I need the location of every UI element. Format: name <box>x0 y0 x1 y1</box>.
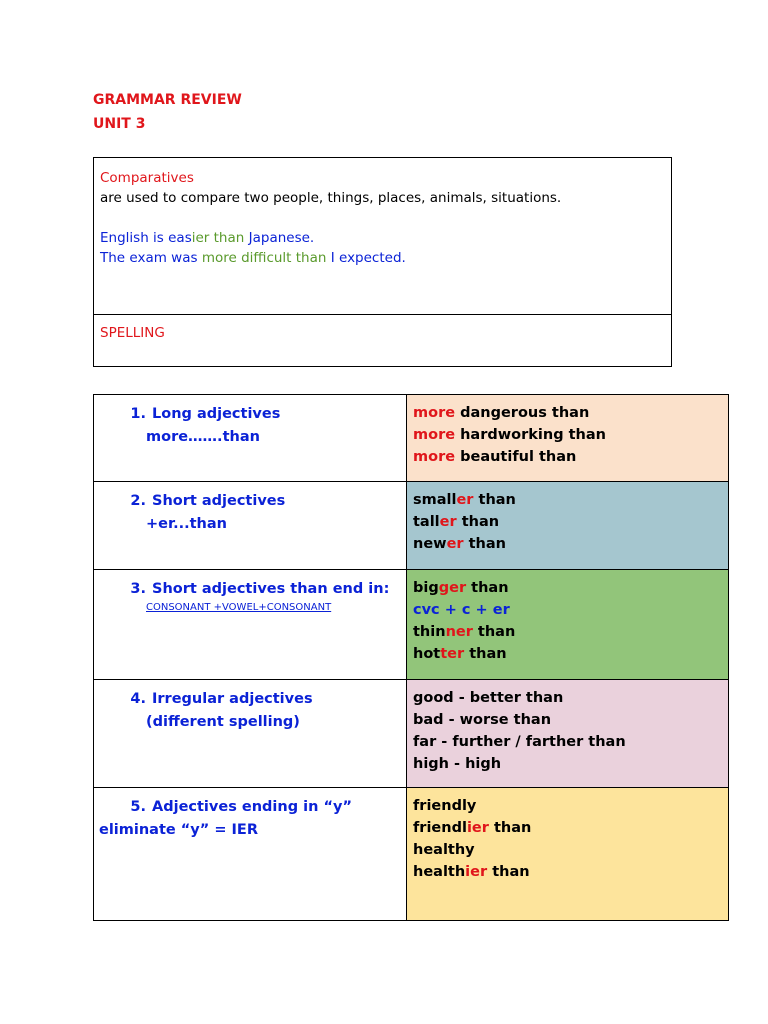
example-item: taller than <box>413 514 500 530</box>
example-item: bigger than <box>413 580 509 596</box>
rule-row <box>94 788 729 921</box>
document-header <box>93 88 242 136</box>
rule-number: 4. <box>130 691 146 707</box>
rule-title: Short adjectives <box>152 493 286 509</box>
rule-number: 2. <box>130 493 146 509</box>
rule-examples <box>407 395 729 482</box>
rule-title: Adjectives ending in “y” <box>152 799 352 815</box>
example-item: smaller than <box>413 492 516 508</box>
rule-examples <box>407 680 729 788</box>
comparatives-definition: are used to compare two people, things, places, animals, situations. <box>100 190 562 206</box>
cvc-formula: cvc + c + er <box>413 602 510 618</box>
rule-row <box>94 680 729 788</box>
rule-subtitle: +er...than <box>146 515 227 532</box>
spelling-label: SPELLING <box>100 325 165 341</box>
rule-row <box>94 395 729 482</box>
rule-description <box>94 680 407 788</box>
example-sentence-2 <box>100 248 665 268</box>
example-item: newer than <box>413 536 506 552</box>
rule-examples <box>407 788 729 921</box>
example-item: more beautiful than <box>413 449 577 465</box>
example-item: high - high <box>413 756 502 772</box>
rule-subtitle: (different spelling) <box>146 713 300 730</box>
spelling-section <box>94 315 671 366</box>
rule-row <box>94 570 729 680</box>
comparatives-definition-section <box>94 158 671 315</box>
rule-examples <box>407 482 729 570</box>
example-item: more hardworking than <box>413 427 606 443</box>
header-title: GRAMMAR REVIEW <box>93 92 242 108</box>
rule-subtitle: more…….than <box>146 428 260 445</box>
example-2-end: I expected. <box>326 250 406 266</box>
example-1-suffix: ier <box>191 230 210 246</box>
example-item: bad - worse than <box>413 712 552 728</box>
example-item: more dangerous than <box>413 405 590 421</box>
example-2-part: The exam was <box>100 250 202 266</box>
comparatives-rules-table <box>93 394 729 921</box>
example-1-than: than <box>209 230 245 246</box>
example-item: healthier than <box>413 864 530 880</box>
rule-description <box>94 788 407 921</box>
comparatives-box <box>93 157 672 367</box>
rule-title: Short adjectives than end in: <box>152 581 390 597</box>
example-item: hotter than <box>413 646 507 662</box>
example-item: friendly <box>413 798 477 814</box>
header-unit: UNIT 3 <box>93 116 146 132</box>
example-1-part: English is eas <box>100 230 192 246</box>
rule-number: 5. <box>130 799 146 815</box>
rule-description <box>94 482 407 570</box>
rule-number: 1. <box>130 406 146 422</box>
example-2-comparative: more difficult than <box>201 250 327 266</box>
comparatives-title: Comparatives <box>100 170 194 186</box>
example-item: far - further / farther than <box>413 734 626 750</box>
rule-subtitle: eliminate “y” = IER <box>99 821 258 838</box>
rule-examples <box>407 570 729 680</box>
cvc-pattern-link[interactable]: CONSONANT +VOWEL+CONSONANT <box>146 601 332 613</box>
rule-row <box>94 482 729 570</box>
rule-description <box>94 395 407 482</box>
rule-title: Long adjectives <box>152 406 281 422</box>
example-item: healthy <box>413 842 475 858</box>
example-sentence-1 <box>100 228 665 248</box>
rule-description <box>94 570 407 680</box>
example-1-end: Japanese. <box>244 230 315 246</box>
rule-number: 3. <box>130 581 146 597</box>
example-item: good - better than <box>413 690 564 706</box>
example-item: thinner than <box>413 624 516 640</box>
rule-title: Irregular adjectives <box>152 691 313 707</box>
example-item: friendlier than <box>413 820 532 836</box>
